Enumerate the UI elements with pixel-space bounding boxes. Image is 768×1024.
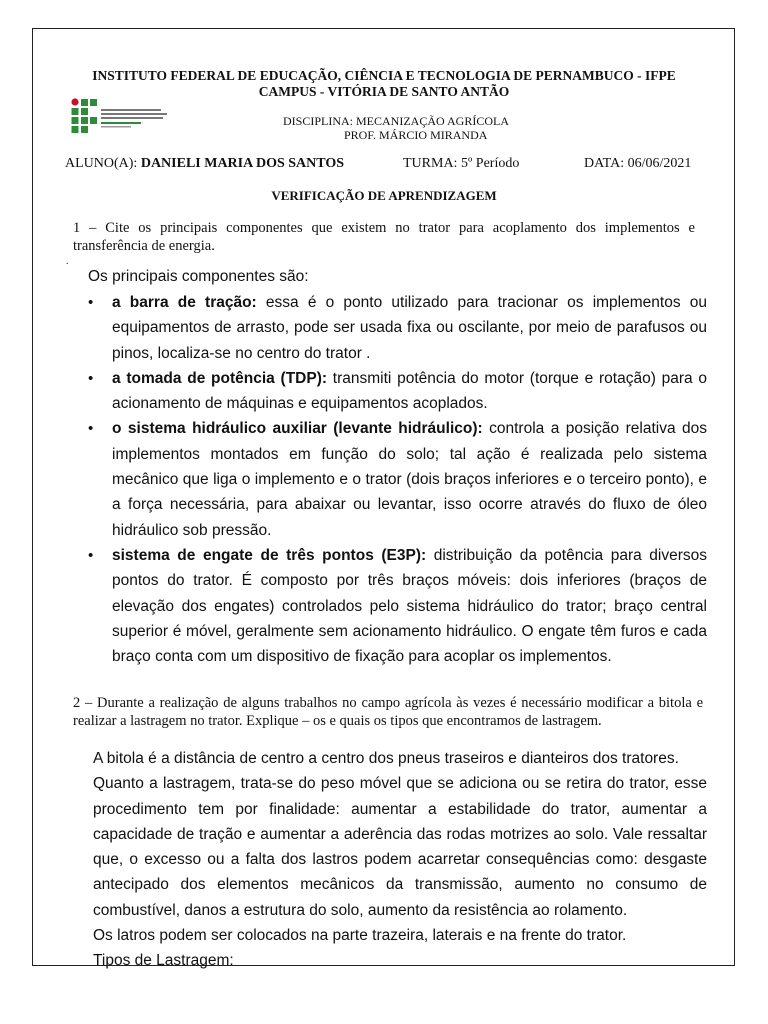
item-text: essa é o ponto utilizado para tracionar os implementos ou equipamentos de arrasto, pode ser usada fixa ou oscilante, por meio de parafusos ou pinos, localiza-se no centro do trator . (112, 294, 707, 362)
list-item (88, 290, 707, 366)
student-name: DANIELI MARIA DOS SANTOS (140, 156, 345, 171)
student-label: ALUNO(A): (65, 156, 138, 171)
item-term: o sistema hidráulico auxiliar (levante hidráulico): (112, 420, 483, 438)
answer-1-intro: Os principais componentes são: (88, 268, 309, 285)
item-term: sistema de engate de três pontos (E3P): (112, 546, 427, 564)
bullet-icon: • (88, 369, 94, 387)
list-item (88, 543, 707, 669)
component-list (88, 290, 707, 669)
campus-name: CAMPUS - VITÓRIA DE SANTO ANTÃO (258, 84, 510, 99)
institution-name: INSTITUTO FEDERAL DE EDUCAÇÃO, CIÊNCIA E TECNOLOGIA DE PERNAMBUCO - IFPE (92, 68, 676, 83)
answer-2 (93, 746, 707, 974)
bullet-icon: • (88, 546, 94, 564)
question-2: 2 – Durante a realização de alguns trabalhos no campo agrícola às vezes é necessário modificar a bitola e realizar a lastragem no trator. Explique – os e quais os tipos que encontramos de lastragem. (73, 695, 703, 729)
item-text: distribuição da potência para diversos pontos do trator. É composto por três braços móveis: dois inferiores (braços de elevação dos engates) controlados pelo sistema hidráulico do trator; braço central superior é móvel, geralmente sem acionamento hidráulico. O engate têm furos e cada braço conta com um dispositivo de fixação para acoplar os implementos. (112, 546, 708, 666)
answer-paragraph: A bitola é a distância de centro a centro dos pneus traseiros e dianteiros dos tratores. (93, 750, 679, 767)
stray-mark: . (66, 256, 69, 267)
professor: PROF. MÁRCIO MIRANDA (344, 128, 488, 142)
page-title: VERIFICAÇÃO DE APRENDIZAGEM (271, 188, 497, 203)
item-text: transmiti potência do motor (torque e rotação) para o acionamento de máquinas e equipamentos acoplados. (112, 369, 707, 413)
question-1: 1 – Cite os principais componentes que existem no trator para acoplamento dos implementos e transferência de energia. (73, 220, 695, 254)
ifpe-logo-icon (70, 98, 180, 134)
item-term: a tomada de potência (TDP): (112, 369, 328, 387)
list-item (88, 416, 707, 542)
class-field: TURMA: 5º Período (403, 156, 520, 171)
student-field (65, 156, 344, 172)
list-item (88, 366, 707, 417)
answer-paragraph: Tipos de Lastragem: (93, 952, 234, 970)
bullet-icon: • (88, 294, 94, 311)
bullet-icon: • (88, 420, 94, 438)
date-field: DATA: 06/06/2021 (584, 156, 692, 171)
item-text: controla a posição relativa dos implementos montados em função do solo; tal ação é realizada pelo sistema mecânico que liga o implemento e o trator (dois braços inferiores e o terceiro ponto), e a força necessária, para abaixar ou levantar, isso ocorre através do fluxo de óleo hidráulico sob pressão. (112, 420, 707, 539)
answer-paragraph: Quanto a lastragem, trata-se do peso móvel que se adiciona ou se retira do trator, esse procedimento tem por finalidade: aumentar a estabilidade do trator, aumentar a capacidade de tração e aumentar a aderência das rodas motrizes ao solo. Vale ressaltar que, o excesso ou a falta dos lastros podem acarretar consequências como: desgaste antecipado dos elementos mecânicos da transmissão, aumento no consumo de combustível, danos a estrutura do solo, aumento da resistência ao rolamento. (93, 775, 707, 919)
item-term: a barra de tração: (112, 294, 257, 311)
discipline: DISCIPLINA: MECANIZAÇÃO AGRÍCOLA (283, 114, 510, 128)
answer-paragraph: Os latros podem ser colocados na parte trazeira, laterais e na frente do trator. (93, 927, 627, 945)
